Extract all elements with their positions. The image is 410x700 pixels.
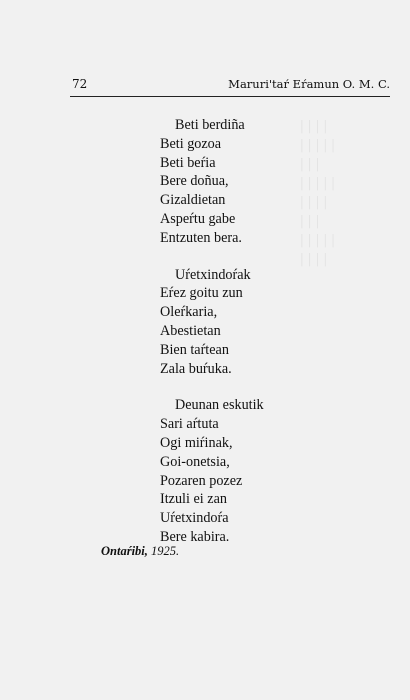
poem-line: Oleŕkaria, <box>160 304 218 321</box>
page-number: 72 <box>72 77 88 91</box>
poem-line: Beti berdiña <box>175 117 245 133</box>
poem-line: Beti beŕia <box>160 154 216 171</box>
poem-line: Bere kabira. <box>160 528 230 545</box>
header-rule <box>70 96 390 97</box>
dateline <box>101 544 179 559</box>
poem <box>160 116 360 565</box>
poem-line: Ogi miŕinak, <box>160 434 233 451</box>
poem-line: Uŕetxindoŕak <box>175 266 251 283</box>
page-header <box>72 77 390 93</box>
poem-line: Bien taŕtean <box>160 341 229 358</box>
poem-line: Gizaldietan <box>160 192 226 209</box>
poem-line: Pozaren pozez <box>160 472 243 489</box>
stanza-1 <box>160 116 360 248</box>
poem-line: Eŕez goitu zun <box>160 285 243 302</box>
poem-line: Sari aŕtuta <box>160 416 219 433</box>
poem-line: Abestietan <box>160 322 221 339</box>
bleed-through-texture: ││││ │││││ │││ │││││ ││││ │││ │││││ ││││ <box>298 121 337 266</box>
poem-line: Zala buŕuka. <box>160 360 232 377</box>
poem-line: Entzuten bera. <box>160 229 242 246</box>
stanza-3 <box>160 396 360 546</box>
stanza-2 <box>160 266 360 379</box>
poem-line: Bere doñua, <box>160 173 229 190</box>
poem-line: Itzuli ei zan <box>160 491 227 508</box>
poem-line: Beti gozoa <box>160 135 222 152</box>
dateline-place: Ontaŕibi, <box>101 544 148 558</box>
poem-line: Deunan eskutik <box>175 397 264 414</box>
running-title: Maruri'taŕ Eŕamun O. M. C. <box>228 77 390 91</box>
poem-line: Uŕetxindoŕa <box>160 510 229 527</box>
dateline-year: 1925. <box>151 544 180 558</box>
poem-line: Goi-onetsia, <box>160 453 230 470</box>
poem-line: Aspeŕtu gabe <box>160 210 236 227</box>
